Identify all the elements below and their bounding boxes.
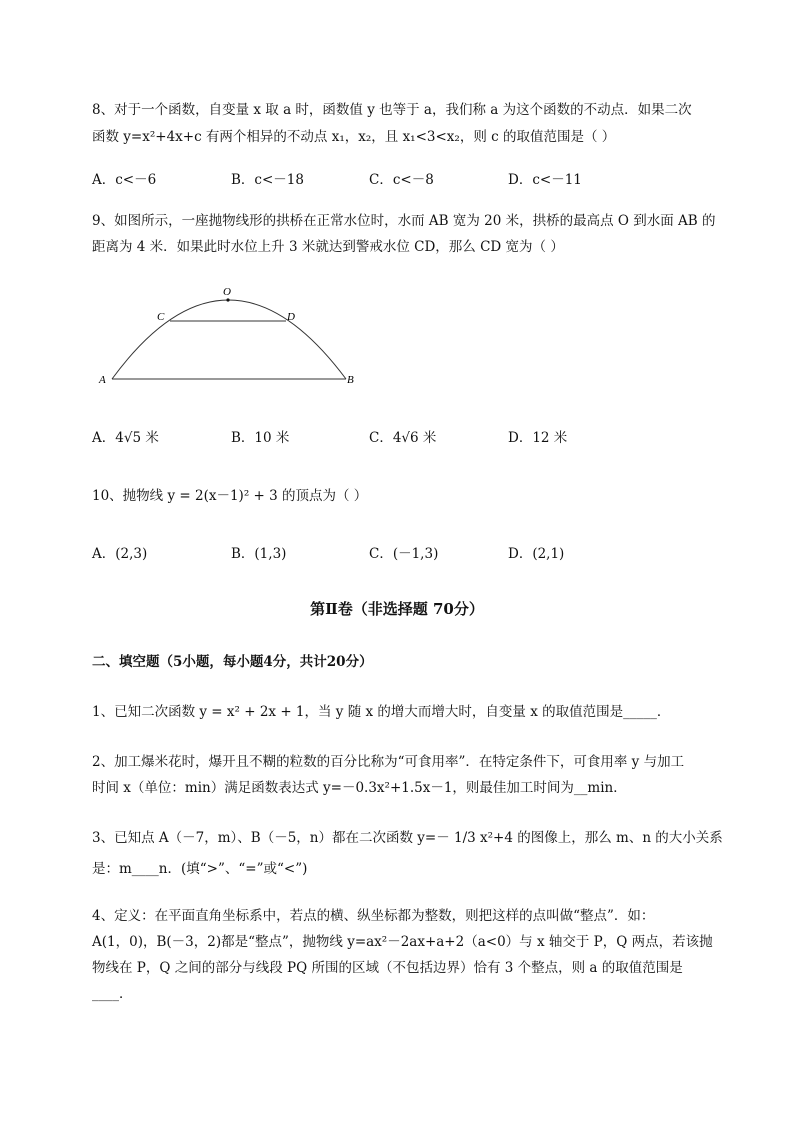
fill-q2-line1: 2、加工爆米花时，爆开且不糊的粒数的百分比称为“可食用率”．在特定条件下，可食用率 y 与加工 [92,754,685,770]
vertex-point-o [226,298,229,301]
q8-option-c: C．c<－8 [369,172,434,188]
label-d: D [287,311,295,323]
q10-option-d: D．(2,1) [508,546,565,562]
q10-option-c: C．(－1,3) [369,546,439,562]
fill-q2-line2: 时间 x（单位：min）满足函数表达式 y=－0.3x²+1.5x－1，则最佳加工时间为__min． [92,780,627,796]
arch-bridge-figure [90,280,370,395]
q10-option-b: B．(1,3) [231,546,287,562]
q10-option-a: A．(2,3) [92,546,148,562]
q8-option-b: B．c<－18 [231,172,304,188]
fill-q4-line2: A(1，0)，B(－3，2)都是“整点”，抛物线 y=ax²－2ax+a+2（a<0）与 x 轴交于 P，Q 两点，若该抛 [92,934,713,950]
fill-q3-line1: 3、已知点 A（－7，m）、B（－5，n）都在二次函数 y=－ 1/3 x²+4 的图像上，那么 m、n 的大小关系 [92,830,723,846]
q8-line1: 8、对于一个函数，自变量 x 取 a 时，函数值 y 也等于 a，我们称 a 为这个函数的不动点．如果二次 [92,102,692,118]
q9-option-b: B．10 米 [231,430,290,446]
fill-q3-line2: 是：m____n．(填“>”、“=”或“<”) [92,861,308,877]
fill-q4-line1: 4、定义：在平面直角坐标系中，若点的横、纵坐标都为整数，则把这样的点叫做“整点”．如： [92,908,655,924]
label-c: C [157,311,165,323]
q9-option-c: C．4√6 米 [369,430,437,446]
fill-q1: 1、已知二次函数 y = x² + 2x + 1，当 y 随 x 的增大而增大时，自变量 x 的取值范围是_____． [92,704,671,720]
q8-option-a: A．c<－6 [92,172,157,188]
fill-q4-line3: 物线在 P，Q 之间的部分与线段 PQ 所围的区域（不包括边界）恰有 3 个整点，则 a 的取值范围是 [92,960,683,976]
label-a: A [99,374,106,386]
q9-option-a: A．4√5 米 [92,430,159,446]
part2-title: 第Ⅱ卷（非选择题 70分） [310,600,484,618]
label-b: B [347,374,354,386]
q9-line2: 距离为 4 米．如果此时水位上升 3 米就达到警戒水位 CD，那么 CD 宽为（ ） [92,239,564,255]
q8-option-d: D．c<－11 [508,172,582,188]
q10-text: 10、抛物线 y = 2(x－1)² + 3 的顶点为（ ） [92,488,368,504]
q9-line1: 9、如图所示，一座抛物线形的拱桥在正常水位时，水而 AB 宽为 20 米，拱桥的最高点 O 到水面 AB 的 [92,213,716,229]
section2-heading: 二、填空题（5小题，每小题4分，共计20分） [92,654,373,670]
label-o: O [223,286,231,298]
fill-q4-line4: ____． [92,986,133,1002]
q8-line2: 函数 y=x²+4x+c 有两个相异的不动点 x₁，x₂，且 x₁<3<x₂，则 c 的取值范围是（ ） [92,129,616,145]
q9-option-d: D．12 米 [508,430,568,446]
parabola-arch [112,300,346,379]
